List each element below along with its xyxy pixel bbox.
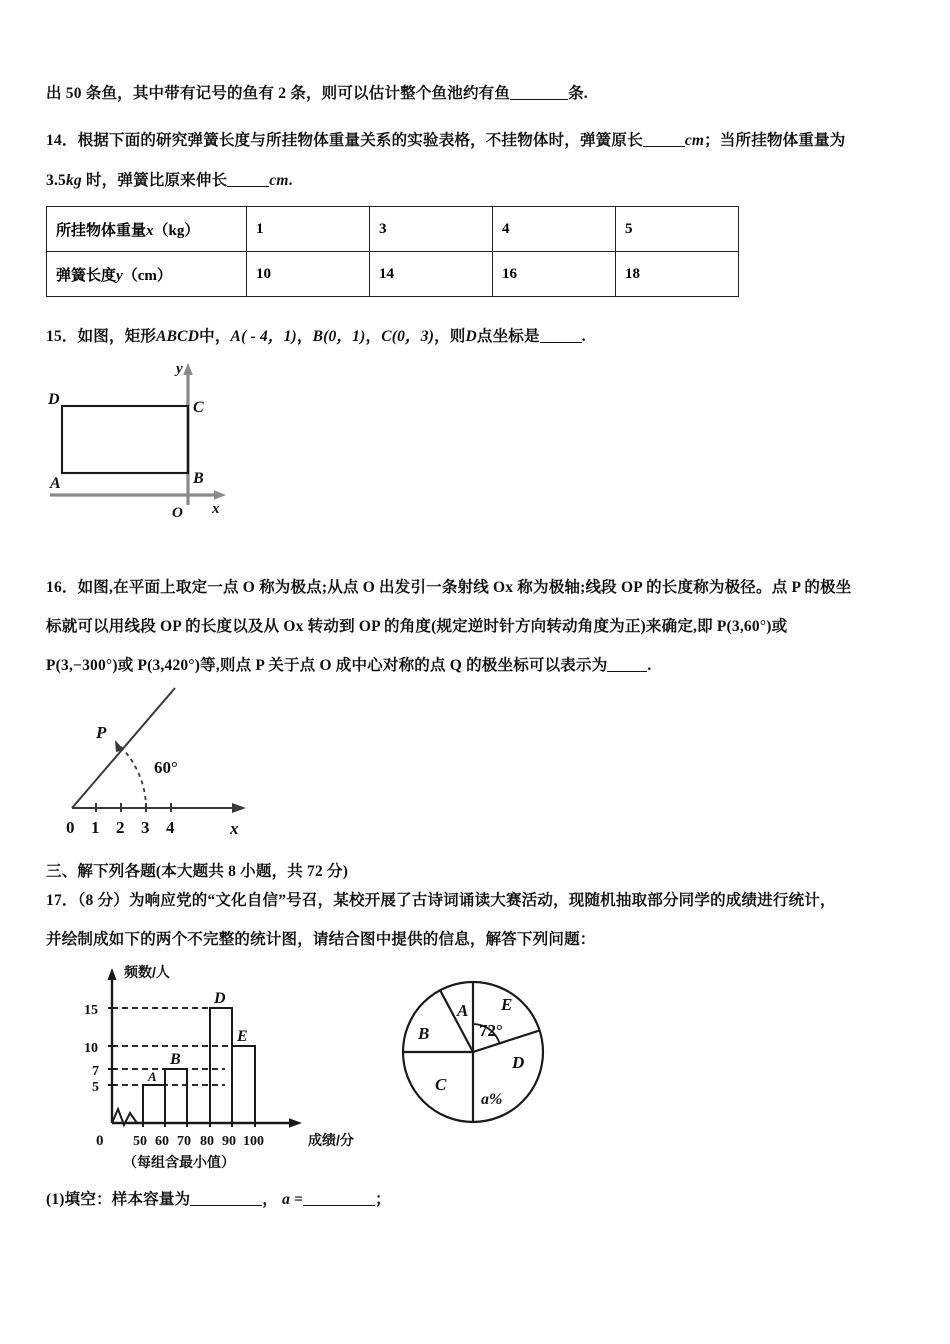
row-header-text: 弹簧长度 (56, 267, 117, 284)
q15-comma-2: ， (365, 328, 382, 345)
row-header-var: y (116, 267, 123, 284)
polar-axis-label-x: x (230, 819, 239, 838)
ytick-label-15: 15 (84, 1003, 98, 1018)
tick-label-3: 3 (141, 818, 150, 837)
vertex-label-c: C (193, 399, 204, 416)
q16-line3-text: P(3,−300°)或 P(3,420°)等,则点 P 关于点 O 成中心对称的点 Q 的极坐标可以表示为 (46, 657, 608, 674)
rectangle-abcd (62, 406, 188, 473)
xtick-label-50: 50 (133, 1134, 147, 1149)
y-axis-arrowhead (183, 363, 193, 375)
row-header-unit: （cm） (122, 267, 172, 284)
question-17-line-1: 17．（8 分）为响应党的“文化自信”号召，某校开展了古诗词诵读大赛活动，现随机抽取部分同学的成绩进行统计， (46, 892, 836, 909)
figure-polar-coordinate (50, 688, 270, 848)
row-header-text: 所挂物体重量 (56, 222, 147, 239)
x-axis-label: x (212, 501, 220, 517)
q17-sub1-end: ； (375, 1191, 391, 1208)
pie-label-d: D (512, 1053, 525, 1072)
vertex-label-a: A (50, 475, 61, 492)
table-cell: 4 (493, 207, 616, 252)
q15-answer-blank[interactable] (540, 342, 582, 343)
q14-blank-2[interactable] (227, 186, 269, 187)
vertex-label-b: B (193, 470, 204, 487)
pie-label-b: B (418, 1024, 430, 1043)
spring-experiment-table (46, 206, 739, 297)
table-row (47, 207, 739, 252)
q14-unit-cm-1: cm (684, 132, 705, 149)
pie-label-a: A (457, 1001, 469, 1020)
q15-point-a: A( - 4，1) (230, 328, 297, 345)
q14-line1-a: 14．根据下面的研究弹簧长度与所挂物体重量关系的实验表格，不挂物体时，弹簧原长 (46, 132, 643, 149)
question-16-line-1: 16．如图,在平面上取定一点 O 称为极点;从点 O 出发引一条射线 Ox 称为极轴;线段 OP 的长度称为极径。点 P 的极坐 (46, 579, 852, 596)
q15-text-c: ，则 (434, 328, 466, 345)
xtick-label-100: 100 (243, 1134, 264, 1149)
row-header-unit: （kg） (153, 222, 200, 239)
tick-label-4: 4 (166, 818, 175, 837)
q17-blank-a-value[interactable] (303, 1205, 375, 1206)
bar-chart-y-axis-title: 频数/人 (124, 964, 170, 980)
q15-comma-1: ， (296, 328, 313, 345)
bar-e (232, 1046, 255, 1123)
q16-answer-blank[interactable] (607, 671, 647, 672)
question-14-line-2 (46, 173, 293, 189)
xtick-label-60: 60 (155, 1134, 169, 1149)
bar-label-b: B (170, 1051, 181, 1068)
q15-rect-name: ABCD (156, 328, 200, 345)
bar-a (143, 1085, 165, 1123)
xtick-label-80: 80 (200, 1134, 214, 1149)
bar-label-d: D (214, 990, 226, 1007)
question-15-text (46, 329, 586, 345)
q14-unit-cm-2: cm (269, 172, 289, 189)
pie-label-e: E (501, 995, 513, 1014)
q17-equals: = (294, 1191, 304, 1208)
q15-text-b: 中， (199, 328, 231, 345)
q15-point-c: C(0，3) (381, 328, 435, 345)
q14-line1-b: ；当所挂物体重量为 (704, 132, 846, 149)
question-17-line-2: 并绘制成如下的两个不完整的统计图，请结合图中提供的信息，解答下列问题： (46, 931, 596, 948)
polar-ray-op (72, 688, 175, 808)
y-axis-label: y (176, 361, 183, 377)
ytick-label-10: 10 (84, 1041, 98, 1056)
vertex-label-d: D (48, 391, 60, 408)
ytick-label-5: 5 (92, 1080, 99, 1095)
table-cell: 16 (493, 252, 616, 297)
q17-blank-sample-size[interactable] (190, 1205, 262, 1206)
x-axis-arrowhead (214, 490, 226, 500)
q14-line2-c: . (288, 172, 293, 189)
q17-sub1-text: (1)填空：样本容量为 (46, 1191, 191, 1208)
q14-blank-1[interactable] (643, 146, 685, 147)
origin-label-0: 0 (96, 1133, 104, 1149)
figure-pie-chart-scores (385, 958, 575, 1148)
q15-point-d-letter: D (465, 328, 477, 345)
angle-arc-arrowhead (115, 740, 124, 752)
point-label-p: P (96, 723, 107, 742)
q14-value-35: 3.5 (46, 172, 66, 189)
q16-period: . (647, 657, 652, 674)
q14-line2-b: 时，弹簧比原来伸长 (85, 172, 228, 189)
table-row-header-weight (47, 207, 247, 252)
pie-label-a-percent: a% (481, 1091, 503, 1108)
bar-d (210, 1008, 232, 1123)
table-cell: 14 (370, 252, 493, 297)
q15-point-b: B(0，1) (312, 328, 366, 345)
table-cell: 1 (247, 207, 370, 252)
bar-label-a: A (148, 1069, 157, 1084)
table-cell: 10 (247, 252, 370, 297)
question-13-tail (46, 86, 588, 102)
q15-period: . (581, 328, 586, 345)
table-cell: 3 (370, 207, 493, 252)
section-3-heading: 三、解下列各题(本大题共 8 小题，共 72 分) (46, 863, 349, 880)
tick-label-1: 1 (91, 818, 100, 837)
pie-label-c: C (435, 1075, 447, 1094)
q15-text-a: 15．如图，矩形 (46, 328, 157, 345)
pie-radius-ab (440, 990, 473, 1052)
figure-bar-chart-frequency (80, 955, 380, 1170)
q13-text-b: 条. (568, 85, 588, 102)
table-cell: 18 (616, 252, 739, 297)
row-header-var: x (146, 222, 154, 239)
bar-chart-caption: （每组含最小值） (123, 1154, 235, 1170)
angle-label-60: 60° (154, 758, 178, 777)
q13-text-a: 出 50 条鱼，其中带有记号的鱼有 2 条，则可以估计整个鱼池约有鱼 (46, 85, 511, 102)
question-14-line-1 (46, 133, 845, 149)
tick-label-0: 0 (66, 818, 75, 837)
bar-chart-x-arrowhead (289, 1118, 302, 1128)
table-row (47, 252, 739, 297)
table-cell: 5 (616, 207, 739, 252)
q14-unit-kg: kg (65, 172, 82, 189)
bar-label-e: E (237, 1028, 248, 1045)
xtick-label-90: 90 (222, 1134, 236, 1149)
bar-chart-x-axis-title: 成绩/分 (308, 1132, 354, 1148)
question-16-line-3 (46, 658, 651, 674)
q15-text-d: 点坐标是 (476, 328, 540, 345)
polar-axis-arrowhead (232, 803, 246, 813)
q17-var-a: a (282, 1191, 291, 1208)
tick-label-2: 2 (116, 818, 125, 837)
ytick-label-7: 7 (92, 1064, 99, 1079)
origin-label: O (172, 505, 183, 521)
table-row-header-length (47, 252, 247, 297)
xtick-label-70: 70 (177, 1134, 191, 1149)
figure-rectangle-coordinate (40, 355, 250, 525)
bar-chart-y-arrowhead (107, 968, 116, 980)
bar-b (165, 1069, 187, 1123)
question-16-line-2: 标就可以用线段 OP 的长度以及从 Ox 转动到 OP 的角度(规定逆时针方向转动角度为正)来确定,即 P(3,60°)或 (46, 618, 788, 635)
pie-angle-label-72: 72° (479, 1021, 503, 1040)
angle-arc-dashed (120, 746, 146, 808)
q13-answer-blank[interactable] (510, 99, 568, 100)
question-17-sub-1 (46, 1192, 391, 1208)
q17-sub1-comma: ， (262, 1191, 278, 1208)
